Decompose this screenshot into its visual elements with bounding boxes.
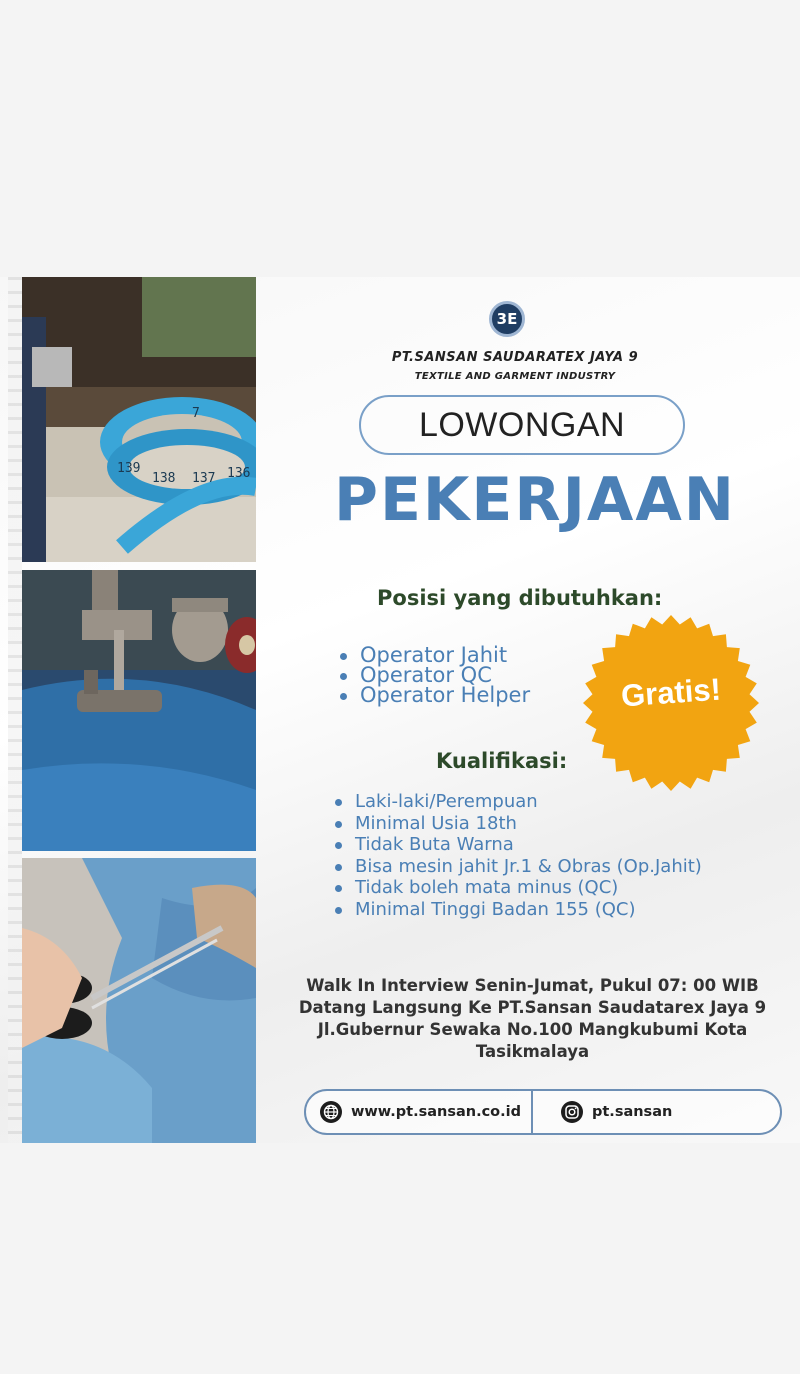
svg-text:7: 7 [192,406,200,421]
list-item: Minimal Usia 18th [333,813,702,835]
contact-bar [304,1089,782,1135]
instagram-link[interactable] [533,1091,672,1133]
logo-text: 3E [496,310,518,328]
svg-text:136: 136 [227,466,251,481]
website-text: www.pt.sansan.co.id [351,1104,521,1120]
qualifications-heading: Kualifikasi: [436,749,568,773]
badge-label: Gratis! [619,671,723,714]
measuring-tape-photo [22,277,256,562]
positions-heading: Posisi yang dibutuhkan: [377,586,663,610]
list-item: Minimal Tinggi Badan 155 (QC) [333,899,702,921]
walk-in-info [285,975,780,1063]
website-link[interactable] [306,1091,533,1133]
list-item: Bisa mesin jahit Jr.1 & Obras (Op.Jahit) [333,856,702,878]
svg-text:138: 138 [152,471,176,486]
instagram-icon [561,1101,583,1123]
list-item: Operator QC [338,665,530,685]
list-item: Tidak boleh mata minus (QC) [333,877,702,899]
qualifications-list [333,791,702,921]
notebook-spiral [8,277,22,1143]
sewing-machine-photo [22,570,256,851]
svg-text:137: 137 [192,471,216,486]
positions-list [338,645,530,705]
list-item: Tidak Buta Warna [333,834,702,856]
svg-text:139: 139 [117,461,141,476]
company-tagline: TEXTILE AND GARMENT INDUSTRY [414,371,616,382]
instagram-text: pt.sansan [592,1104,673,1120]
list-item: Operator Helper [338,685,530,705]
walk-in-line: Walk In Interview Senin-Jumat, Pukul 07: 00 WIB [306,976,759,995]
list-item: Laki-laki/Perempuan [333,791,702,813]
title-pill [359,395,685,455]
walk-in-line: Tasikmalaya [475,1042,590,1061]
job-poster [0,277,800,1143]
company-logo [489,301,525,337]
walk-in-line: Datang Langsung Ke PT.Sansan Saudatarex Jaya 9 [298,998,767,1017]
walk-in-line: Jl.Gubernur Sewaka No.100 Mangkubumi Kota [317,1020,748,1039]
list-item: Operator Jahit [338,645,530,665]
globe-icon [320,1101,342,1123]
title-line2: PEKERJAAN [333,465,737,535]
fabric-cutting-photo [22,858,256,1143]
company-name: PT.SANSAN SAUDARATEX JAYA 9 [391,350,639,365]
title-line1: LOWONGAN [418,405,626,444]
